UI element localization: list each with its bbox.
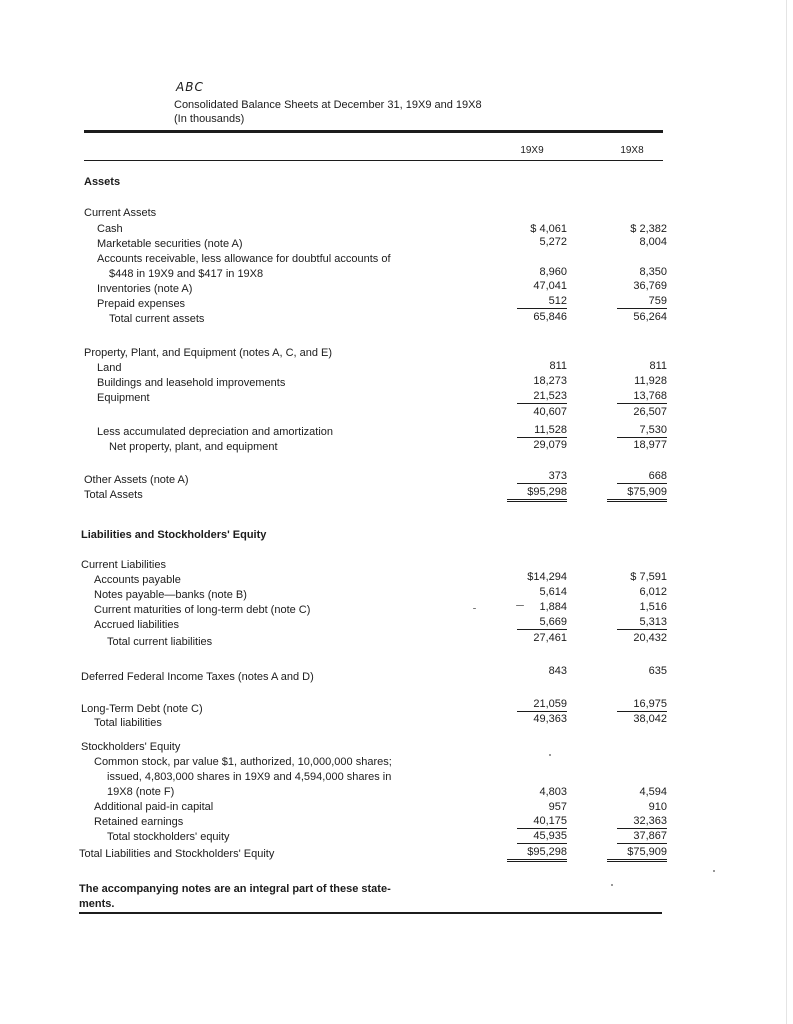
buildings-label: Buildings and leasehold improvements: [97, 377, 286, 389]
total-current-assets-19x8: 56,264: [633, 311, 667, 323]
total-le-label: Total Liabilities and Stockholders' Equity: [79, 848, 275, 860]
stockholders-equity-heading: Stockholders' Equity: [81, 741, 181, 753]
net-ppe-label: Net property, plant, and equipment: [109, 441, 278, 453]
total-se-19x9: 45,935: [517, 830, 567, 844]
total-liabilities-label: Total liabilities: [94, 717, 162, 729]
common-stock-label-line3: 19X8 (note F): [107, 786, 175, 798]
header-thin-rule: [84, 160, 663, 161]
deferred-taxes-19x9: 843: [548, 665, 567, 677]
other-assets-19x8: 668: [617, 470, 667, 484]
accrued-19x9: 5,669: [517, 616, 567, 630]
buildings-19x8: 11,928: [634, 375, 667, 387]
total-liabilities-19x8: 38,042: [633, 713, 667, 725]
notes-payable-19x8: 6,012: [639, 586, 667, 598]
ap-19x8: $ 7,591: [630, 571, 667, 583]
current-liabilities-heading: Current Liabilities: [81, 559, 166, 571]
total-assets-label: Total Assets: [84, 489, 143, 501]
notes-payable-label: Notes payable—banks (note B): [94, 589, 247, 601]
equipment-19x8: 13,768: [617, 390, 667, 404]
marketable-19x9: 5,272: [539, 236, 567, 248]
inventories-label: Inventories (note A): [97, 283, 193, 295]
section-assets: Assets: [84, 176, 121, 188]
column-header-19x9: 19X9: [520, 145, 544, 156]
accrued-label: Accrued liabilities: [94, 619, 179, 631]
section-liabilities-equity: Liabilities and Stockholders' Equity: [81, 529, 267, 541]
total-liabilities-19x9: 49,363: [533, 713, 567, 725]
deferred-taxes-19x8: 635: [648, 665, 667, 677]
ap-label: Accounts payable: [94, 574, 181, 586]
common-stock-label-line2: issued, 4,803,000 shares in 19X9 and 4,594,000 shares in: [107, 771, 392, 783]
other-assets-19x9: 373: [517, 470, 567, 484]
net-ppe-19x8: 18,977: [633, 439, 667, 451]
total-current-liabilities-19x8: 20,432: [633, 632, 667, 644]
inventories-19x9: 47,041: [533, 280, 567, 292]
other-assets-label: Other Assets (note A): [84, 474, 189, 486]
equipment-label: Equipment: [97, 392, 150, 404]
inventories-19x8: 36,769: [633, 280, 667, 292]
ar-label-line2: $448 in 19X9 and $417 in 19X8: [109, 268, 264, 280]
less-depreciation-19x9: 11,528: [517, 424, 567, 438]
footnote-line2: ments.: [79, 898, 115, 910]
apic-label: Additional paid-in capital: [94, 801, 214, 813]
net-ppe-19x9: 29,079: [533, 439, 567, 451]
total-assets-19x8: $75,909: [607, 486, 667, 502]
current-ltd-19x8: 1,516: [639, 601, 667, 613]
document-title: Consolidated Balance Sheets at December 31, 19X9 and 19X8: [174, 99, 482, 111]
less-depreciation-label: Less accumulated depreciation and amortization: [97, 426, 334, 438]
less-depreciation-19x8: 7,530: [617, 424, 667, 438]
total-current-assets-label: Total current assets: [109, 313, 205, 325]
current-ltd-label: Current maturities of long-term debt (note C): [94, 604, 311, 616]
marketable-label: Marketable securities (note A): [97, 238, 243, 250]
scan-edge: [786, 0, 787, 1024]
footnote-line1: The accompanying notes are an integral part of these state-: [79, 883, 391, 895]
retained-earnings-19x8: 32,363: [617, 815, 667, 829]
scan-speck: [713, 870, 715, 872]
notes-payable-19x9: 5,614: [539, 586, 567, 598]
ar-19x8: 8,350: [639, 266, 667, 278]
retained-earnings-19x9: 40,175: [517, 815, 567, 829]
current-assets-heading: Current Assets: [84, 207, 157, 219]
land-19x9: 811: [549, 360, 567, 372]
ar-label-line1: Accounts receivable, less allowance for doubtful accounts of: [97, 253, 391, 265]
header-thick-rule: [84, 130, 663, 133]
prepaid-label: Prepaid expenses: [97, 298, 186, 310]
prepaid-19x8: 759: [617, 295, 667, 309]
apic-19x9: 957: [548, 801, 567, 813]
retained-earnings-label: Retained earnings: [94, 816, 184, 828]
common-stock-19x8: 4,594: [639, 786, 667, 798]
ltd-label: Long-Term Debt (note C): [81, 703, 203, 715]
equipment-19x9: 21,523: [517, 390, 567, 404]
accrued-19x8: 5,313: [617, 616, 667, 630]
total-le-19x8: $75,909: [607, 846, 667, 862]
total-current-liabilities-label: Total current liabilities: [107, 636, 213, 648]
total-assets-19x9: $95,298: [507, 486, 567, 502]
deferred-taxes-label: Deferred Federal Income Taxes (notes A and D): [81, 671, 314, 683]
total-current-liabilities-19x9: 27,461: [533, 632, 567, 644]
total-se-label: Total stockholders' equity: [107, 831, 230, 843]
ppe-subtotal-19x9: 40,607: [533, 406, 567, 418]
cash-label: Cash: [97, 223, 123, 235]
column-header-19x8: 19X8: [620, 145, 644, 156]
common-stock-label-line1: Common stock, par value $1, authorized, 10,000,000 shares;: [94, 756, 392, 768]
total-le-19x9: $95,298: [507, 846, 567, 862]
total-se-19x8: 37,867: [617, 830, 667, 844]
ltd-19x8: 16,975: [617, 698, 667, 712]
cash-19x9: $ 4,061: [530, 223, 567, 235]
current-ltd-19x9: 1,884: [539, 601, 567, 613]
apic-19x8: 910: [648, 801, 667, 813]
ap-19x9: $14,294: [527, 571, 567, 583]
land-label: Land: [97, 362, 122, 374]
prepaid-19x9: 512: [517, 295, 567, 309]
footer-rule: [79, 912, 662, 914]
ppe-subtotal-19x8: 26,507: [633, 406, 667, 418]
ar-19x9: 8,960: [539, 266, 567, 278]
buildings-19x9: 18,273: [533, 375, 567, 387]
company-name: ABC: [176, 80, 204, 94]
common-stock-19x9: 4,803: [539, 786, 567, 798]
ppe-heading: Property, Plant, and Equipment (notes A, C, and E): [84, 347, 333, 359]
cash-19x8: $ 2,382: [630, 223, 667, 235]
ltd-19x9: 21,059: [517, 698, 567, 712]
total-current-assets-19x9: 65,846: [533, 311, 567, 323]
scan-speck: [516, 605, 524, 606]
scan-speck: [549, 754, 551, 756]
document-subtitle: (In thousands): [174, 113, 245, 125]
scan-speck: [473, 608, 476, 609]
scan-speck: [611, 884, 613, 886]
land-19x8: 811: [649, 360, 667, 372]
marketable-19x8: 8,004: [639, 236, 667, 248]
